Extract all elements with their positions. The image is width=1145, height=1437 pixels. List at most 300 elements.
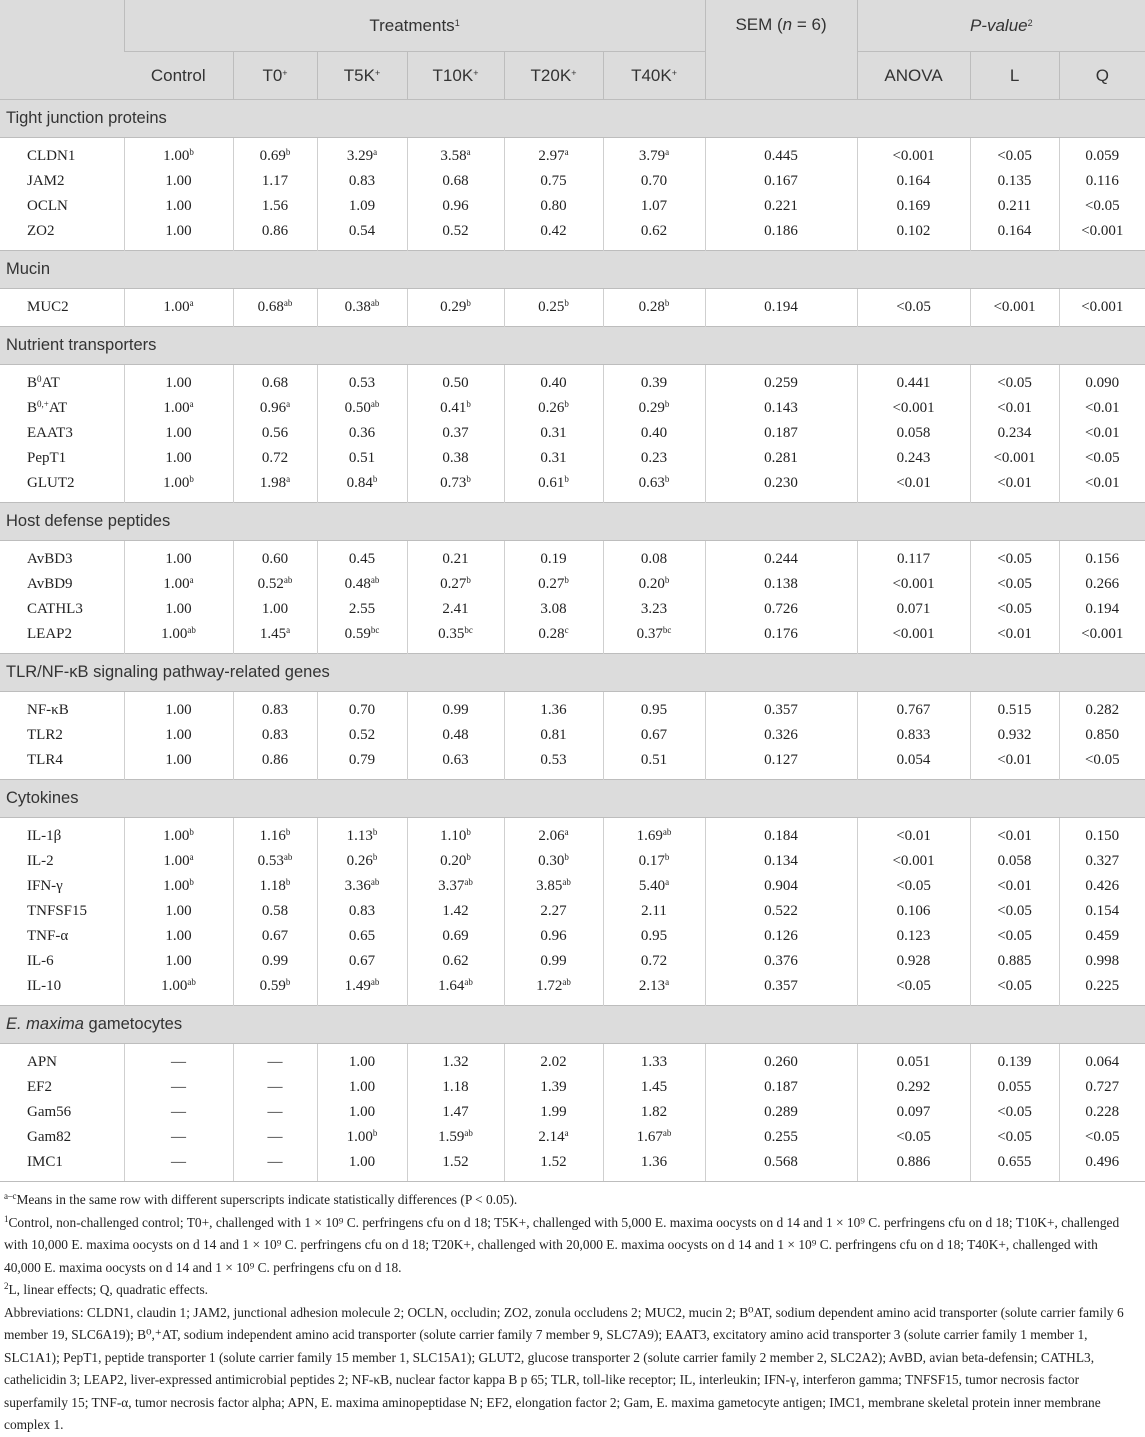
section-header	[0, 503, 1145, 541]
value-cell: 0.60	[233, 541, 317, 573]
value-cell: 0.53	[317, 365, 407, 397]
gene-name-cell: CLDN1	[27, 148, 76, 164]
value-cell: —	[124, 1100, 233, 1125]
l-cell: 0.885	[970, 949, 1059, 974]
l-cell: 0.515	[970, 692, 1059, 724]
value-cell: 1.56	[233, 194, 317, 219]
value-cell: 1.36	[504, 692, 603, 724]
l-cell: 0.135	[970, 169, 1059, 194]
anova-cell: <0.05	[857, 289, 970, 327]
value-cell: 0.41$^b$	[407, 396, 504, 421]
table-row	[0, 899, 1145, 924]
section-title: Host defense peptides	[0, 503, 1145, 541]
value-cell: 0.96	[407, 194, 504, 219]
table-row	[0, 541, 1145, 573]
value-cell: 3.29$^a$	[317, 138, 407, 170]
anova-cell: <0.05	[857, 1125, 970, 1150]
gene-name-cell: APN	[27, 1054, 58, 1070]
table-row	[0, 818, 1145, 850]
value-cell: 0.67	[603, 723, 705, 748]
anova-cell: 0.886	[857, 1150, 970, 1181]
table-row	[0, 974, 1145, 1006]
table-row	[0, 622, 1145, 654]
value-cell: 1.64$^{ab}$	[407, 974, 504, 1006]
sem-cell: 0.568	[705, 1150, 857, 1181]
column-header-t10k: T10K+	[407, 52, 504, 100]
column-header-control: Control	[124, 52, 233, 100]
sem-cell: 0.126	[705, 924, 857, 949]
sem-cell: 0.357	[705, 692, 857, 724]
q-cell: <0.05	[1059, 194, 1145, 219]
l-cell: <0.01	[970, 622, 1059, 654]
gene-name-cell: IL-2	[27, 853, 54, 869]
value-cell: 0.48$^{ab}$	[317, 572, 407, 597]
anova-cell: 0.117	[857, 541, 970, 573]
section-title: TLR/NF-κB signaling pathway-related genes	[0, 654, 1145, 692]
treatments-header: Treatments$^1$	[124, 0, 705, 52]
value-cell: 1.69$^{ab}$	[603, 818, 705, 850]
value-cell: 0.56	[233, 421, 317, 446]
value-cell: 0.72	[233, 446, 317, 471]
value-cell: 0.30$^b$	[504, 849, 603, 874]
table-body	[0, 100, 1145, 1182]
l-cell: 0.055	[970, 1075, 1059, 1100]
q-cell: 0.116	[1059, 169, 1145, 194]
table-row	[0, 365, 1145, 397]
q-cell: <0.01	[1059, 471, 1145, 503]
value-cell: 0.99	[504, 949, 603, 974]
header-row-2	[0, 52, 1145, 100]
sem-cell: 0.726	[705, 597, 857, 622]
value-cell: 1.00	[124, 899, 233, 924]
value-cell: 0.96	[504, 924, 603, 949]
header-row-1	[0, 0, 1145, 52]
sem-header-text: SEM (n = 6)	[735, 15, 827, 34]
value-cell: 1.00$^a$	[124, 396, 233, 421]
value-cell: 0.37$^{bc}$	[603, 622, 705, 654]
value-cell: 0.69	[407, 924, 504, 949]
gene-name-cell: AvBD3	[27, 551, 73, 567]
sem-cell: 0.187	[705, 421, 857, 446]
section-header	[0, 1006, 1145, 1044]
gene-name-cell: IL-6	[27, 953, 54, 969]
value-cell: 1.00	[124, 597, 233, 622]
value-cell: 3.79$^a$	[603, 138, 705, 170]
gene-name-cell: ZO2	[27, 223, 55, 239]
sem-cell: 0.259	[705, 365, 857, 397]
value-cell: 1.10$^b$	[407, 818, 504, 850]
table-row	[0, 471, 1145, 503]
gene-name-cell: $B^{0,+}AT$	[27, 399, 68, 416]
value-cell: 1.00	[124, 446, 233, 471]
value-cell: 0.63	[407, 748, 504, 780]
q-cell: 0.459	[1059, 924, 1145, 949]
table-row	[0, 1100, 1145, 1125]
value-cell: 0.70	[603, 169, 705, 194]
l-cell: 0.211	[970, 194, 1059, 219]
footnote-effects: $^2$L, linear effects; Q, quadratic effects.	[4, 1281, 209, 1297]
l-cell: <0.05	[970, 974, 1059, 1006]
l-cell: 0.139	[970, 1044, 1059, 1076]
anova-cell: <0.01	[857, 818, 970, 850]
q-cell: <0.01	[1059, 396, 1145, 421]
value-cell: 3.37$^{ab}$	[407, 874, 504, 899]
value-cell: 0.42	[504, 219, 603, 251]
l-cell: <0.01	[970, 396, 1059, 421]
table-row	[0, 874, 1145, 899]
gene-name-cell: TNF-α	[27, 928, 69, 944]
value-cell: 0.53	[504, 748, 603, 780]
anova-cell: 0.292	[857, 1075, 970, 1100]
value-cell: 1.00$^b$	[124, 874, 233, 899]
value-cell: 0.20$^b$	[407, 849, 504, 874]
value-cell: 1.99	[504, 1100, 603, 1125]
value-cell: 0.19	[504, 541, 603, 573]
value-cell: 1.18	[407, 1075, 504, 1100]
value-cell: 0.54	[317, 219, 407, 251]
value-cell: 1.00$^b$	[124, 818, 233, 850]
sem-cell: 0.184	[705, 818, 857, 850]
l-cell: 0.058	[970, 849, 1059, 874]
q-cell: 0.228	[1059, 1100, 1145, 1125]
q-cell: 0.064	[1059, 1044, 1145, 1076]
value-cell: 0.61$^b$	[504, 471, 603, 503]
value-cell: 1.59$^{ab}$	[407, 1125, 504, 1150]
value-cell: —	[124, 1075, 233, 1100]
section-title: Nutrient transporters	[0, 327, 1145, 365]
q-cell: <0.05	[1059, 748, 1145, 780]
value-cell: 0.62	[407, 949, 504, 974]
anova-cell: 0.833	[857, 723, 970, 748]
value-cell: 1.00	[317, 1150, 407, 1181]
value-cell: 1.00	[317, 1100, 407, 1125]
l-cell: <0.01	[970, 748, 1059, 780]
q-cell: 0.156	[1059, 541, 1145, 573]
section-header	[0, 251, 1145, 289]
gene-name-cell: $B^0AT$	[27, 374, 60, 391]
value-cell: 1.00$^a$	[124, 289, 233, 327]
footnote-treatments: $^1$Control, non-challenged control; T0+, challenged with 1 × 10⁹ C. perfringens cfu on d 18; T5K+, challenged with 5,000 E. maxima oocysts on d 14 and 1 × 10⁹ C. perfringens cfu on d 18; T10K+, challenged with 10,000 E. maxima oocysts on d 14 and 1 × 10⁹ C. perfringens cfu on d 18; T20K+, challenged with 20,000 E. maxima oocysts on d 14 and 1 × 10⁹ C. perfringens cfu on d 18; T40K+, challenged with 40,000 E. maxima oocysts on d 14 and 1 × 10⁹ C. perfringens cfu on d 18.	[4, 1213, 1120, 1275]
value-cell: 0.29$^b$	[407, 289, 504, 327]
value-cell: 2.02	[504, 1044, 603, 1076]
sem-cell: 0.187	[705, 1075, 857, 1100]
value-cell: 2.41	[407, 597, 504, 622]
table-row	[0, 194, 1145, 219]
value-cell: 0.62	[603, 219, 705, 251]
gene-name-cell: TNFSF15	[27, 903, 88, 919]
l-cell: <0.05	[970, 572, 1059, 597]
value-cell: —	[233, 1125, 317, 1150]
footnotes	[0, 1181, 1145, 1437]
value-cell: 0.26$^b$	[317, 849, 407, 874]
gene-name-cell: Gam82	[27, 1129, 72, 1145]
anova-cell: 0.071	[857, 597, 970, 622]
value-cell: 1.00	[124, 924, 233, 949]
value-cell: 1.32	[407, 1044, 504, 1076]
value-cell: 1.07	[603, 194, 705, 219]
table-row	[0, 421, 1145, 446]
value-cell: 1.49$^{ab}$	[317, 974, 407, 1006]
value-cell: 1.00	[124, 365, 233, 397]
value-cell: —	[124, 1044, 233, 1076]
value-cell: 0.59$^{bc}$	[317, 622, 407, 654]
anova-cell: <0.01	[857, 471, 970, 503]
l-cell: 0.655	[970, 1150, 1059, 1181]
value-cell: 0.86	[233, 748, 317, 780]
value-cell: 0.67	[233, 924, 317, 949]
anova-cell: 0.169	[857, 194, 970, 219]
pvalue-header: P-value$^2$	[857, 0, 1145, 52]
value-cell: 0.08	[603, 541, 705, 573]
l-cell: 0.164	[970, 219, 1059, 251]
value-cell: 3.23	[603, 597, 705, 622]
sem-header	[705, 0, 857, 100]
value-cell: 0.21	[407, 541, 504, 573]
q-cell: 0.150	[1059, 818, 1145, 850]
sem-cell: 0.260	[705, 1044, 857, 1076]
table-row	[0, 1075, 1145, 1100]
table-row	[0, 723, 1145, 748]
value-cell: 0.83	[317, 169, 407, 194]
value-cell: —	[124, 1150, 233, 1181]
sem-cell: 0.522	[705, 899, 857, 924]
value-cell: 0.31	[504, 421, 603, 446]
value-cell: 0.83	[233, 692, 317, 724]
value-cell: 1.00$^a$	[124, 572, 233, 597]
value-cell: 2.97$^a$	[504, 138, 603, 170]
value-cell: 1.82	[603, 1100, 705, 1125]
value-cell: 1.00	[317, 1075, 407, 1100]
q-cell: 0.266	[1059, 572, 1145, 597]
value-cell: 0.17$^b$	[603, 849, 705, 874]
value-cell: —	[124, 1125, 233, 1150]
sem-cell: 0.127	[705, 748, 857, 780]
section-header	[0, 327, 1145, 365]
header-blank-cell	[0, 0, 124, 100]
value-cell: 0.84$^b$	[317, 471, 407, 503]
value-cell: 2.27	[504, 899, 603, 924]
value-cell: 1.45	[603, 1075, 705, 1100]
value-cell: 0.96$^a$	[233, 396, 317, 421]
column-header-t40k: T40K+	[603, 52, 705, 100]
value-cell: 0.68	[233, 365, 317, 397]
gene-name-cell: IL-10	[27, 978, 62, 994]
value-cell: 1.00	[124, 692, 233, 724]
value-cell: 0.58	[233, 899, 317, 924]
value-cell: 1.13$^b$	[317, 818, 407, 850]
value-cell: 0.45	[317, 541, 407, 573]
value-cell: 0.63$^b$	[603, 471, 705, 503]
gene-name-cell: OCLN	[27, 198, 68, 214]
value-cell: 2.11	[603, 899, 705, 924]
q-cell: <0.001	[1059, 289, 1145, 327]
gene-name-cell: Gam56	[27, 1104, 72, 1120]
value-cell: 2.06$^a$	[504, 818, 603, 850]
gene-name-cell: TLR4	[27, 752, 63, 768]
value-cell: 1.16$^b$	[233, 818, 317, 850]
table-row	[0, 396, 1145, 421]
value-cell: 0.25$^b$	[504, 289, 603, 327]
value-cell: 1.52	[504, 1150, 603, 1181]
value-cell: 5.40$^a$	[603, 874, 705, 899]
value-cell: 0.51	[317, 446, 407, 471]
value-cell: 1.17	[233, 169, 317, 194]
value-cell: 0.38	[407, 446, 504, 471]
value-cell: 0.69$^b$	[233, 138, 317, 170]
value-cell: 0.38$^{ab}$	[317, 289, 407, 327]
q-cell: 0.426	[1059, 874, 1145, 899]
value-cell: 0.53$^{ab}$	[233, 849, 317, 874]
value-cell: 0.79	[317, 748, 407, 780]
section-header	[0, 100, 1145, 138]
q-cell: 0.194	[1059, 597, 1145, 622]
q-cell: 0.850	[1059, 723, 1145, 748]
q-cell: 0.225	[1059, 974, 1145, 1006]
value-cell: 1.98$^a$	[233, 471, 317, 503]
anova-cell: <0.05	[857, 874, 970, 899]
anova-cell: 0.767	[857, 692, 970, 724]
value-cell: 2.13$^a$	[603, 974, 705, 1006]
value-cell: 1.00$^{ab}$	[124, 974, 233, 1006]
value-cell: 0.26$^b$	[504, 396, 603, 421]
table-row	[0, 289, 1145, 327]
value-cell: 0.59$^b$	[233, 974, 317, 1006]
footnote-abbreviations: Abbreviations: CLDN1, claudin 1; JAM2, junctional adhesion molecule 2; OCLN, occludin; ZO2, zonula occludens 2; MUC2, mucin 2; B⁰AT, sodium dependent amino acid transporter (solute carrier family 6 member 19, SLC6A19); B⁰,⁺AT, sodium independent amino acid transporter (solute carrier family 7 member 9, SLC7A9); EAAT3, excitatory amino acid transporter 3 (solute carrier family 1 member 1, SLC1A1); PepT1, peptide transporter 1 (solute carrier family 15 member 1, SLC15A1); GLUT2, glucose transporter 2 (solute carrier family 2 member 2, SLC2A2); AvBD, avian beta-defensin; CATHL3, cathelicidin 3; LEAP2, liver-expressed antimicrobial peptides 2; NF-κB, nuclear factor kappa B p 65; TLR, toll-like receptor; IL, interleukin; IFN-γ, interferon gamma; TNFSF15, tumor necrosis factor superfamily 15; TNF-α, tumor necrosis factor alpha; APN, E. maxima aminopeptidase N; EF2, elongation factor 2; Gam, E. maxima gametocyte antigen; IMC1, membrane skeletal protein inner membrane complex 1.	[4, 1304, 1124, 1432]
anova-cell: 0.928	[857, 949, 970, 974]
section-title: Tight junction proteins	[0, 100, 1145, 138]
gene-name-cell: TLR2	[27, 727, 63, 743]
value-cell: 1.42	[407, 899, 504, 924]
q-cell: 0.496	[1059, 1150, 1145, 1181]
value-cell: 1.18$^b$	[233, 874, 317, 899]
sem-cell: 0.255	[705, 1125, 857, 1150]
sem-cell: 0.186	[705, 219, 857, 251]
value-cell: —	[233, 1044, 317, 1076]
value-cell: 1.72$^{ab}$	[504, 974, 603, 1006]
value-cell: 0.20$^b$	[603, 572, 705, 597]
table-row	[0, 446, 1145, 471]
section-header	[0, 654, 1145, 692]
l-cell: <0.05	[970, 1125, 1059, 1150]
sem-cell: 0.138	[705, 572, 857, 597]
value-cell: 1.09	[317, 194, 407, 219]
table-row	[0, 169, 1145, 194]
footnote-significance: $^{a-c}$Means in the same row with different superscripts indicate statistically differences (P < 0.05).	[4, 1191, 518, 1207]
section-title: Cytokines	[0, 780, 1145, 818]
q-cell: <0.01	[1059, 421, 1145, 446]
value-cell: 1.33	[603, 1044, 705, 1076]
value-cell: 0.39	[603, 365, 705, 397]
q-cell: 0.727	[1059, 1075, 1145, 1100]
value-cell: 1.00	[124, 421, 233, 446]
sem-cell: 0.143	[705, 396, 857, 421]
value-cell: 1.00$^b$	[317, 1125, 407, 1150]
value-cell: 0.52	[317, 723, 407, 748]
q-cell: 0.327	[1059, 849, 1145, 874]
anova-cell: 0.106	[857, 899, 970, 924]
value-cell: 3.58$^a$	[407, 138, 504, 170]
l-cell: <0.05	[970, 541, 1059, 573]
l-cell: <0.05	[970, 597, 1059, 622]
anova-cell: <0.05	[857, 974, 970, 1006]
value-cell: 1.00$^b$	[124, 471, 233, 503]
l-cell: <0.05	[970, 924, 1059, 949]
value-cell: 0.48	[407, 723, 504, 748]
value-cell: 0.67	[317, 949, 407, 974]
section-header	[0, 780, 1145, 818]
value-cell: 0.51	[603, 748, 705, 780]
value-cell: 0.35$^{bc}$	[407, 622, 504, 654]
l-cell: <0.05	[970, 138, 1059, 170]
sem-cell: 0.326	[705, 723, 857, 748]
value-cell: 0.70	[317, 692, 407, 724]
l-cell: <0.01	[970, 471, 1059, 503]
value-cell: 0.81	[504, 723, 603, 748]
value-cell: 0.28$^c$	[504, 622, 603, 654]
value-cell: 0.27$^b$	[407, 572, 504, 597]
value-cell: 1.00	[124, 169, 233, 194]
gene-name-cell: EAAT3	[27, 425, 73, 441]
value-cell: 0.52$^{ab}$	[233, 572, 317, 597]
l-cell: <0.001	[970, 446, 1059, 471]
column-header-q: Q	[1059, 52, 1145, 100]
sem-cell: 0.230	[705, 471, 857, 503]
value-cell: 1.00$^a$	[124, 849, 233, 874]
table-row	[0, 219, 1145, 251]
value-cell: 0.75	[504, 169, 603, 194]
value-cell: 0.86	[233, 219, 317, 251]
q-cell: 0.282	[1059, 692, 1145, 724]
value-cell: 0.68	[407, 169, 504, 194]
value-cell: 0.83	[317, 899, 407, 924]
table-row	[0, 949, 1145, 974]
sem-cell: 0.167	[705, 169, 857, 194]
table-row	[0, 597, 1145, 622]
value-cell: 0.50	[407, 365, 504, 397]
anova-cell: <0.001	[857, 622, 970, 654]
value-cell: 0.29$^b$	[603, 396, 705, 421]
anova-cell: <0.001	[857, 849, 970, 874]
value-cell: 0.95	[603, 924, 705, 949]
value-cell: 0.68$^{ab}$	[233, 289, 317, 327]
column-header-anova: ANOVA	[857, 52, 970, 100]
q-cell: 0.059	[1059, 138, 1145, 170]
gene-name-cell: IMC1	[27, 1154, 63, 1170]
l-cell: <0.05	[970, 1100, 1059, 1125]
sem-cell: 0.445	[705, 138, 857, 170]
value-cell: 0.37	[407, 421, 504, 446]
gene-name-cell: GLUT2	[27, 475, 75, 491]
value-cell: 1.67$^{ab}$	[603, 1125, 705, 1150]
anova-cell: <0.001	[857, 572, 970, 597]
gene-name-cell: NF-κB	[27, 702, 69, 718]
l-cell: <0.05	[970, 899, 1059, 924]
value-cell: 1.00	[233, 597, 317, 622]
gene-name-cell: PepT1	[27, 450, 67, 466]
value-cell: 1.00	[317, 1044, 407, 1076]
gene-name-cell: CATHL3	[27, 601, 83, 617]
sem-cell: 0.244	[705, 541, 857, 573]
anova-cell: 0.102	[857, 219, 970, 251]
value-cell: 0.95	[603, 692, 705, 724]
anova-cell: <0.001	[857, 138, 970, 170]
q-cell: 0.998	[1059, 949, 1145, 974]
anova-cell: 0.054	[857, 748, 970, 780]
column-header-t20k: T20K+	[504, 52, 603, 100]
sem-cell: 0.134	[705, 849, 857, 874]
q-cell: <0.001	[1059, 219, 1145, 251]
gene-name-cell: IL-1β	[27, 828, 62, 844]
